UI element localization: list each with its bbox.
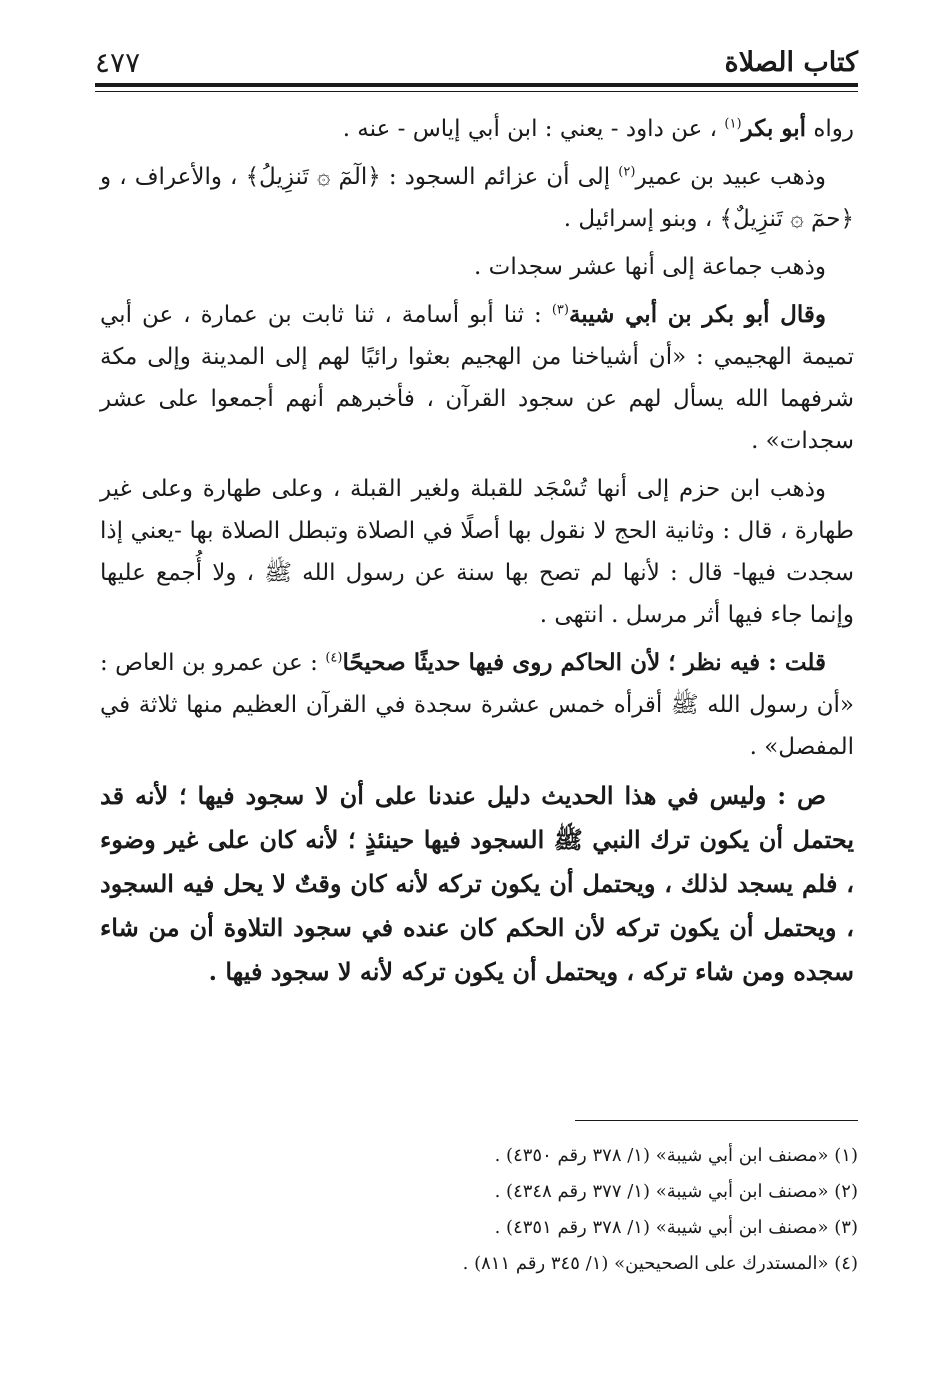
footnote-1: (١) «مصنف ابن أبي شيبة» (١/ ٣٧٨ رقم ٤٣٥٠) . <box>494 1145 858 1166</box>
header-rule-thin <box>95 91 858 92</box>
paragraph-1 <box>100 108 854 150</box>
running-title: كتاب الصلاة <box>724 47 858 78</box>
footnote-2: (٢) «مصنف ابن أبي شيبة» (١/ ٣٧٧ رقم ٤٣٤٨) . <box>494 1181 858 1202</box>
footnote-ref-3: (٣) <box>551 302 569 318</box>
footnote-4: (٤) «المستدرك على الصحيحين» (١/ ٣٤٥ رقم ٨١١) . <box>462 1253 858 1274</box>
p4-bold-lead: وقال أبو بكر بن أبي شيبة <box>568 301 827 328</box>
paragraph-6 <box>100 642 854 768</box>
paragraph-2 <box>100 156 854 240</box>
p1-text-a: رواه <box>813 116 854 142</box>
p6-bold-lead: قلت : فيه نظر ؛ لأن الحاكم روى فيها حديثًا صحيحًا <box>342 649 827 676</box>
p2-text-c: إلى أن عزائم السجود : ﴿الٓمٓ ۞ تَنزِيلُ﴾ ، والأعراف ، و ﴿حمٓ ۞ تَنزِيلٌ﴾ ، وبنو إسرائيل . <box>100 164 854 232</box>
paragraph-3: وذهب جماعة إلى أنها عشر سجدات . <box>474 254 826 280</box>
p6-text-c: : عن عمرو بن العاص : «أن رسول الله ﷺ أقرأه خمس عشرة سجدة في القرآن العظيم منها ثلاثة في المفصل» . <box>100 650 854 760</box>
footnotes <box>100 1138 858 1282</box>
paragraph-5: وذهب ابن حزم إلى أنها تُسْجَد للقبلة ولغير القبلة ، وعلى طهارة وعلى غير طهارة ، قال : وثانية الحج لا نقول بها أصلًا في الصلاة وتبطل الصلاة بها -يعني إذا سجدت فيها- قال : لأنها لم تصح بها سنة عن رسول الله ﷺ ، ولا أُجمع عليها وإنما جاء فيها أثر مرسل . انتهى . <box>100 476 854 628</box>
footnote-ref-4: (٤) <box>325 650 343 666</box>
p2-text-a: وذهب عبيد بن عمير <box>635 164 827 190</box>
paragraph-7-commentary: ص : وليس في هذا الحديث دليل عندنا على أن لا سجود فيها ؛ لأنه قد يحتمل أن يكون ترك النبي ﷺ السجود فيها حينئذٍ ؛ لأنه كان على غير وضوء ، فلم يسجد لذلك ، ويحتمل أن يكون تركه لأنه كان وقتٌ لا يحل فيه السجود ، ويحتمل أن يكون تركه لأن الحكم كان عنده في سجود التلاوة أن من شاء سجده ومن شاء تركه ، ويحتمل أن يكون تركه لأنه لا سجود فيها . <box>100 781 854 986</box>
page-number: ٤٧٧ <box>95 46 141 79</box>
footnote-ref-2: (٢) <box>618 164 636 180</box>
footnote-3: (٣) «مصنف ابن أبي شيبة» (١/ ٣٧٨ رقم ٤٣٥١) . <box>494 1217 858 1238</box>
header-rule-thick <box>95 83 858 87</box>
footnote-ref-1: (١) <box>724 116 742 132</box>
main-text <box>100 108 854 1000</box>
p1-bold-name: أبو بكر <box>741 115 807 142</box>
footnote-separator <box>575 1120 858 1121</box>
p4-text-c: : ثنا أبو أسامة ، ثنا ثابت بن عمارة ، عن أبي تميمة الهجيمي : «أن أشياخنا من الهجيم بعثوا رائيًا لهم إلى المدينة وإلى مكة شرفهما الله يسأل لهم عن سجود القرآن ، فأخبرهم أنهم أجمعوا على عشر سجدات» . <box>100 302 854 454</box>
page-header <box>95 38 858 80</box>
paragraph-4 <box>100 294 854 462</box>
p1-text-c: ، عن داود - يعني : ابن أبي إياس - عنه . <box>342 116 718 142</box>
